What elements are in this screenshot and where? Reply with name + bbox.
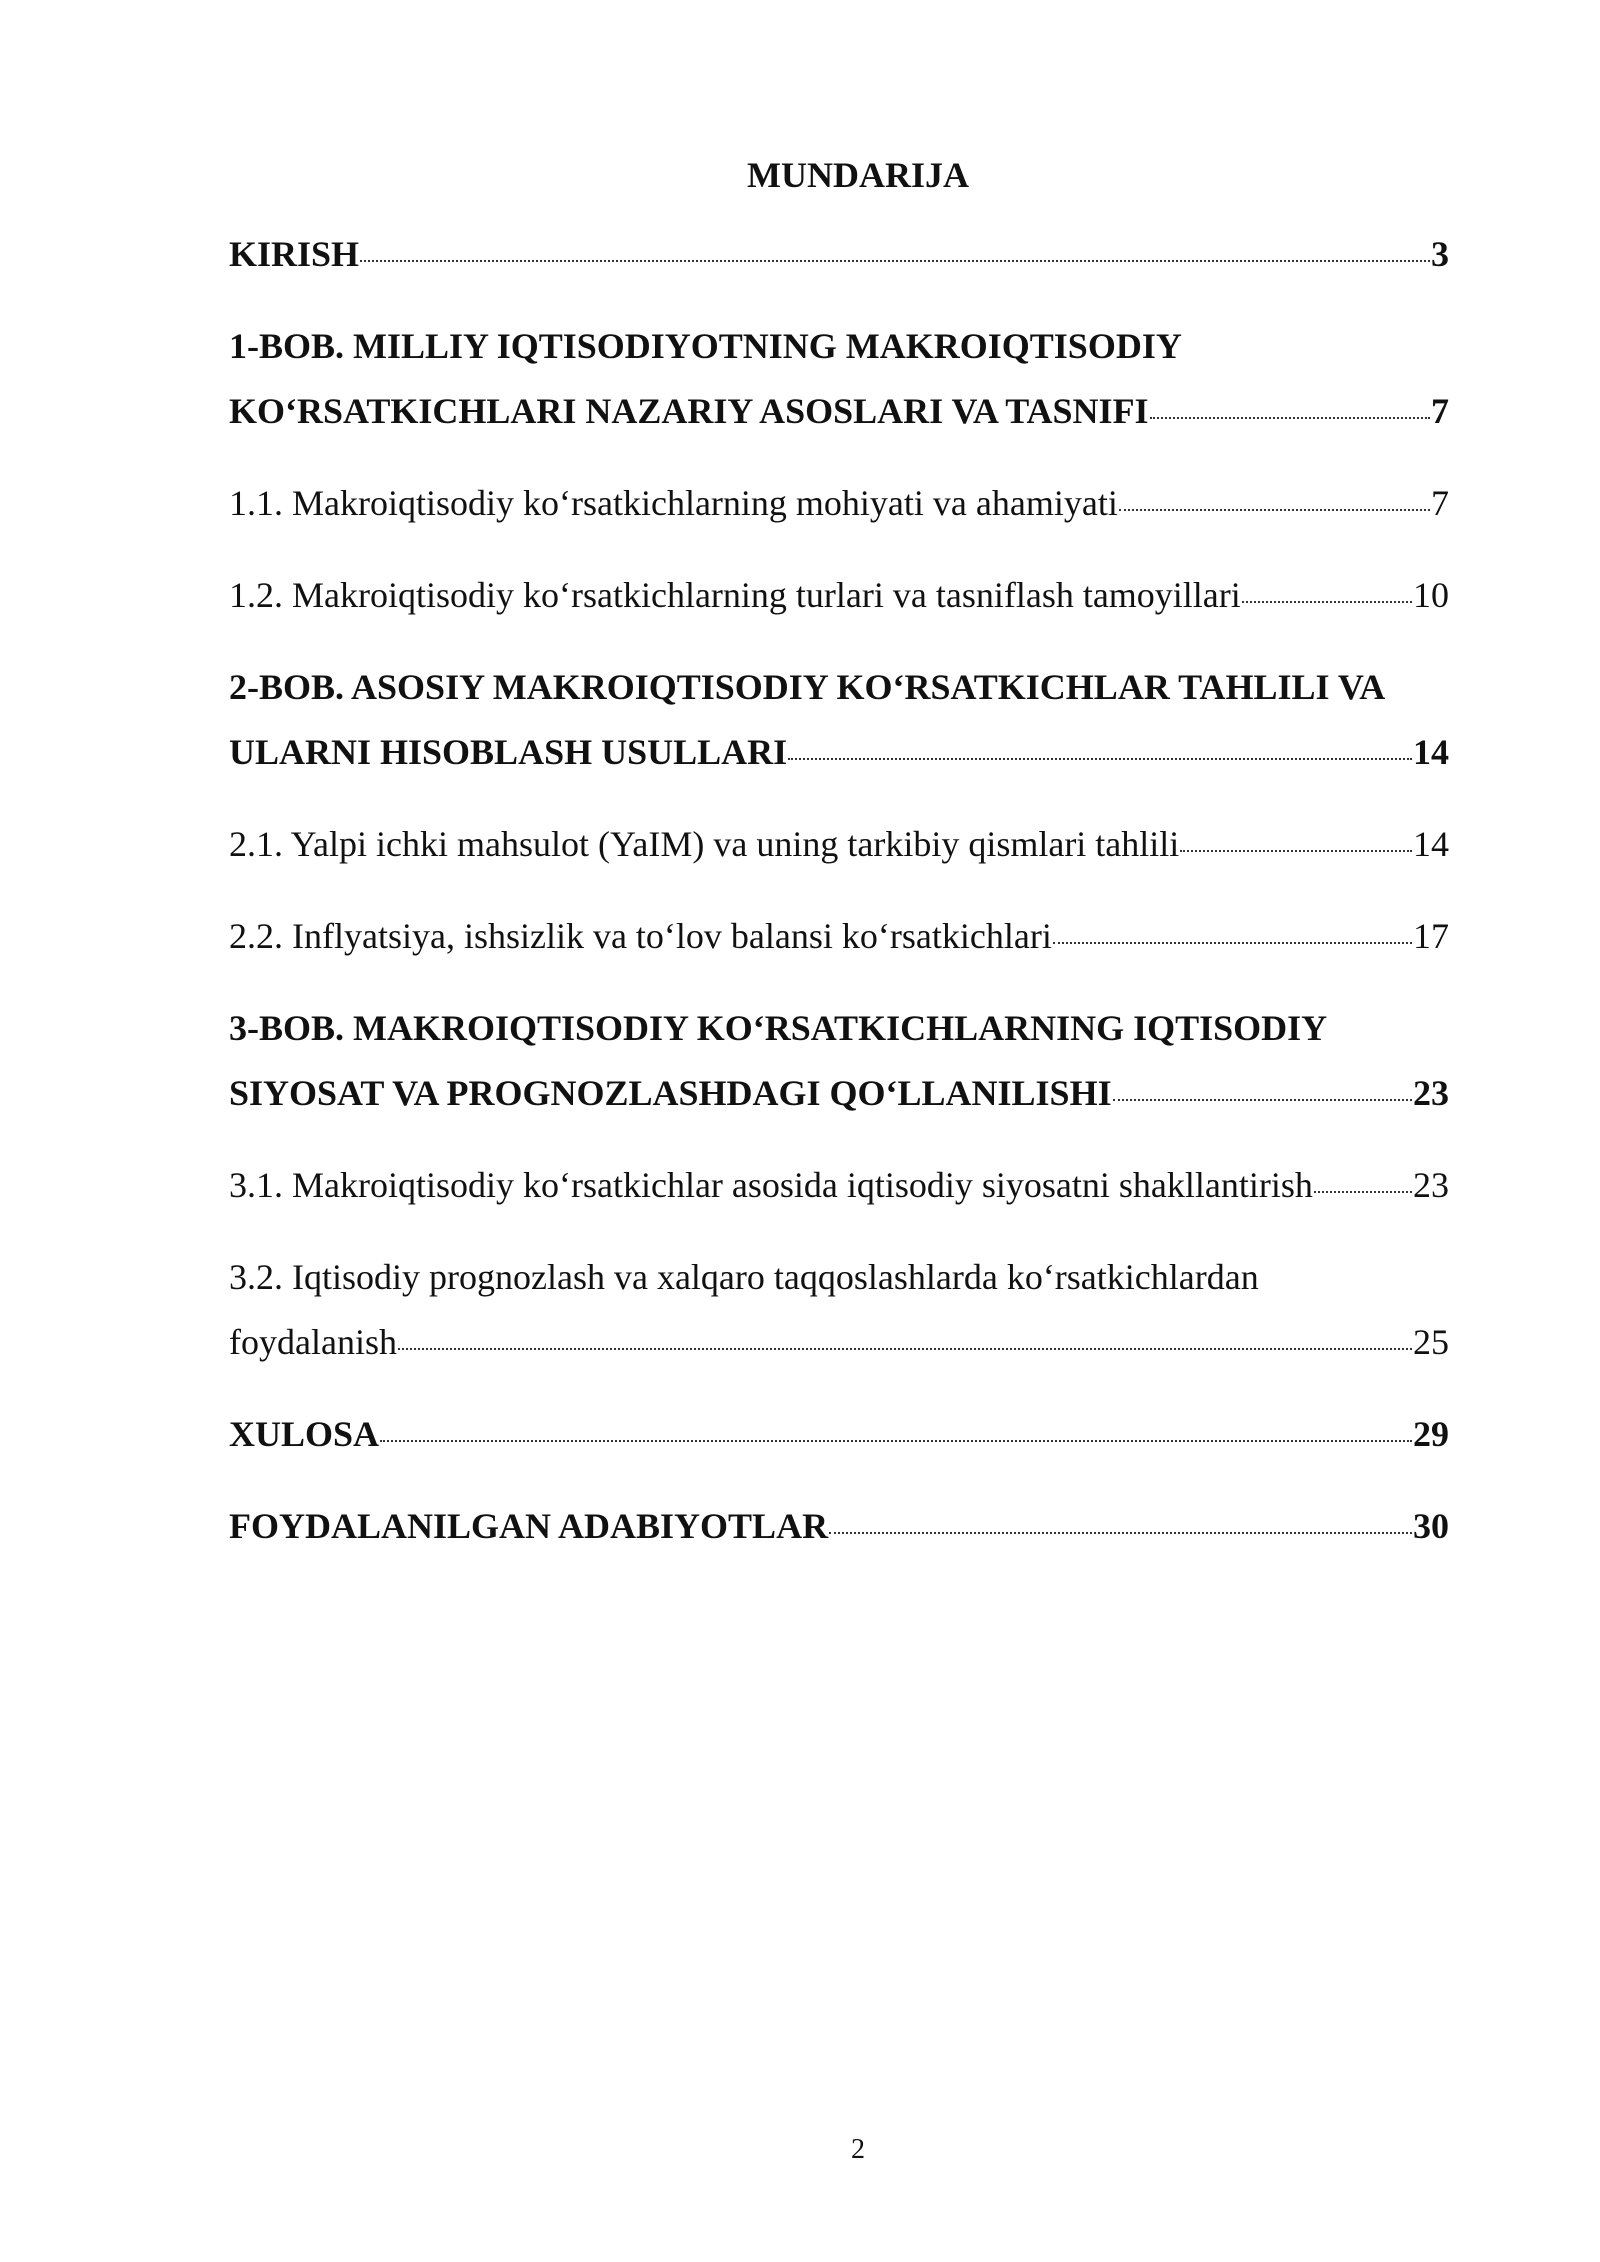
toc-entry[interactable]	[229, 471, 1449, 536]
toc-entry-leader-line	[229, 1153, 1449, 1218]
toc-entry-leader-line	[229, 1494, 1449, 1559]
toc-entry-page: 25	[1413, 1322, 1449, 1362]
toc-entry[interactable]	[229, 1153, 1449, 1218]
toc-entry[interactable]	[229, 222, 1449, 287]
page-number: 2	[851, 2134, 865, 2165]
toc-entry-title: 2.1. Yalpi ichki mahsulot (YaIM) va uning tarkibiy qismlari tahlili	[229, 824, 1180, 864]
toc-entry-title: SIYOSAT VA PROGNOZLASHDAGI QO‘LLANILISHI	[229, 1073, 1112, 1113]
dot-leader	[788, 758, 1412, 760]
toc-entry-page: 14	[1413, 824, 1449, 864]
toc-entry-leader-line	[229, 812, 1449, 877]
toc-entry-leader-line	[229, 471, 1449, 536]
toc-entry-leader-line	[229, 1061, 1449, 1126]
toc-entry-page: 14	[1413, 732, 1449, 772]
dot-leader	[1053, 942, 1412, 944]
dot-leader	[1180, 850, 1412, 852]
toc-entry-leader-line	[229, 563, 1449, 628]
toc-entry-leader-line	[229, 222, 1449, 287]
dot-leader	[1113, 1099, 1412, 1101]
toc-entry[interactable]	[229, 904, 1449, 969]
toc-entry-page: 23	[1413, 1073, 1449, 1113]
toc-entry-leader-line	[229, 1310, 1449, 1375]
toc-entry-page: 10	[1413, 575, 1449, 615]
toc-entry-title: 3.1. Makroiqtisodiy ko‘rsatkichlar asosida iqtisodiy siyosatni shakllantirish	[229, 1165, 1313, 1205]
toc-entry-page: 17	[1413, 916, 1449, 956]
toc-entry-page: 29	[1413, 1414, 1449, 1454]
toc-entry[interactable]	[229, 314, 1449, 444]
toc-entry-line: 3-BOB. MAKROIQTISODIY KO‘RSATKICHLARNING IQTISODIY	[229, 1008, 1328, 1048]
toc-entry-page: 3	[1431, 234, 1449, 274]
toc-entry-page: 23	[1413, 1165, 1449, 1205]
toc-entry[interactable]	[229, 655, 1449, 785]
dot-leader	[1119, 509, 1430, 511]
toc-entry[interactable]	[229, 812, 1449, 877]
toc-entry[interactable]	[229, 996, 1449, 1126]
toc-entry-title: 1.2. Makroiqtisodiy ko‘rsatkichlarning turlari va tasniflash tamoyillari	[229, 575, 1241, 615]
dot-leader	[360, 260, 1430, 262]
toc-entry-leader-line	[229, 720, 1449, 785]
toc-entry[interactable]	[229, 563, 1449, 628]
table-of-contents	[229, 222, 1449, 1586]
toc-entry-page: 30	[1413, 1506, 1449, 1546]
toc-entry-title: ULARNI HISOBLASH USULLARI	[229, 732, 788, 772]
page-title: MUNDARIJA	[747, 155, 969, 195]
toc-entry-line: 1-BOB. MILLIY IQTISODIYOTNING MAKROIQTISODIY	[229, 326, 1182, 366]
dot-leader	[1314, 1191, 1412, 1193]
dot-leader	[1150, 417, 1430, 419]
toc-entry-title: FOYDALANILGAN ADABIYOTLAR	[229, 1506, 829, 1546]
toc-entry-leader-line	[229, 379, 1449, 444]
toc-entry-line: 3.2. Iqtisodiy prognozlash va xalqaro taqqoslashlarda ko‘rsatkichlardan	[229, 1257, 1259, 1297]
toc-entry-line: 2-BOB. ASOSIY MAKROIQTISODIY KO‘RSATKICHLAR TAHLILI VA	[229, 667, 1386, 707]
toc-entry-title: 1.1. Makroiqtisodiy ko‘rsatkichlarning mohiyati va ahamiyati	[229, 483, 1118, 523]
toc-entry-leader-line	[229, 904, 1449, 969]
toc-entry-title: XULOSA	[229, 1414, 380, 1454]
toc-entry-leader-line	[229, 1402, 1449, 1467]
dot-leader	[1242, 601, 1412, 603]
toc-entry[interactable]	[229, 1494, 1449, 1559]
dot-leader	[829, 1532, 1412, 1534]
toc-entry-title: foydalanish	[229, 1322, 397, 1362]
toc-entry[interactable]	[229, 1245, 1449, 1375]
toc-entry-title: KO‘RSATKICHLARI NAZARIY ASOSLARI VA TASNIFI	[229, 391, 1149, 431]
toc-entry-title: KIRISH	[229, 234, 360, 274]
toc-entry-page: 7	[1431, 483, 1449, 523]
toc-entry-title: 2.2. Inflyatsiya, ishsizlik va to‘lov balansi ko‘rsatkichlari	[229, 916, 1052, 956]
toc-entry-page: 7	[1431, 391, 1449, 431]
dot-leader	[380, 1440, 1412, 1442]
dot-leader	[398, 1348, 1412, 1350]
toc-entry[interactable]	[229, 1402, 1449, 1467]
